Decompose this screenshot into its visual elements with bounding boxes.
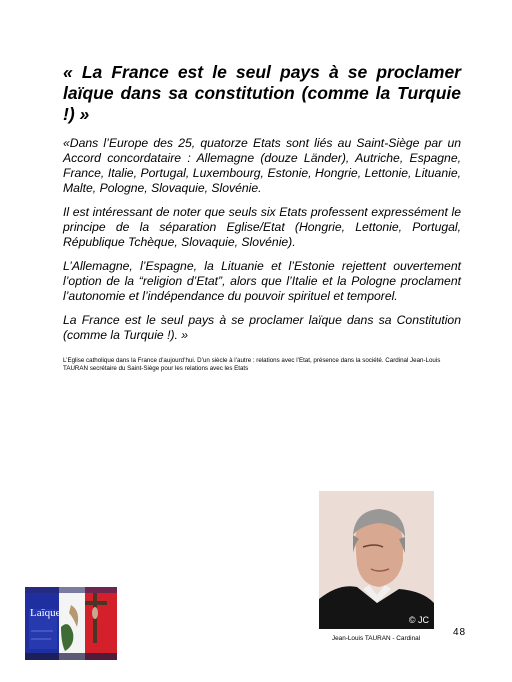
poster-word: Laïque: [30, 607, 61, 619]
paragraph-concordat: «Dans l’Europe des 25, quatorze Etats sont liés au Saint-Siège par un Accord concordataire : Allemagne (douze Länder), Autriche, Espagne, France, Italie, Portugal, Luxembourg, Estonie, Hongrie, Lettonie, Lituanie, Malte, Pologne, Slovaquie, Slovénie.: [63, 136, 461, 195]
paragraph-state-religion: L’Allemagne, l’Espagne, la Lituanie et l’Estonie rejettent ouvertement l’option de la “religion d’Etat”, alors que l’Italie et la Pologne proclament l’autonomie et l’indépendance du pouvoir spirituel et temporel.: [63, 259, 461, 303]
page-number: 48: [453, 627, 467, 638]
portrait-illustration: [319, 491, 434, 629]
photo-watermark: © JC: [408, 615, 429, 625]
flag-crucifix-illustration: [25, 587, 117, 660]
paragraph-separation: Il est intéressant de noter que seuls six Etats professent expressément le principe de la séparation Eglise/Etat (Hongrie, Lettonie, Portugal, République Tchèque, Slovaquie, Slovénie).: [63, 205, 461, 249]
paragraph-france: La France est le seul pays à se proclamer laïque dans sa Constitution (comme la Turquie !). »: [63, 313, 461, 342]
laique-poster-image: [25, 587, 117, 660]
photo-caption: Jean-Louis TAURAN - Cardinal: [331, 635, 421, 642]
article-title: « La France est le seul pays à se proclamer laïque dans sa constitution (comme la Turquie !) »: [63, 62, 461, 124]
source-citation: L’Eglise catholique dans la France d’aujourd’hui. D’un siècle à l’autre : relations avec l’Etat, présence dans la société. Cardinal Jean-Louis TAURAN secrétaire du Saint-Siège pour les relations avec les Etats: [63, 357, 441, 372]
cardinal-portrait: [319, 491, 434, 629]
article: [63, 62, 461, 372]
